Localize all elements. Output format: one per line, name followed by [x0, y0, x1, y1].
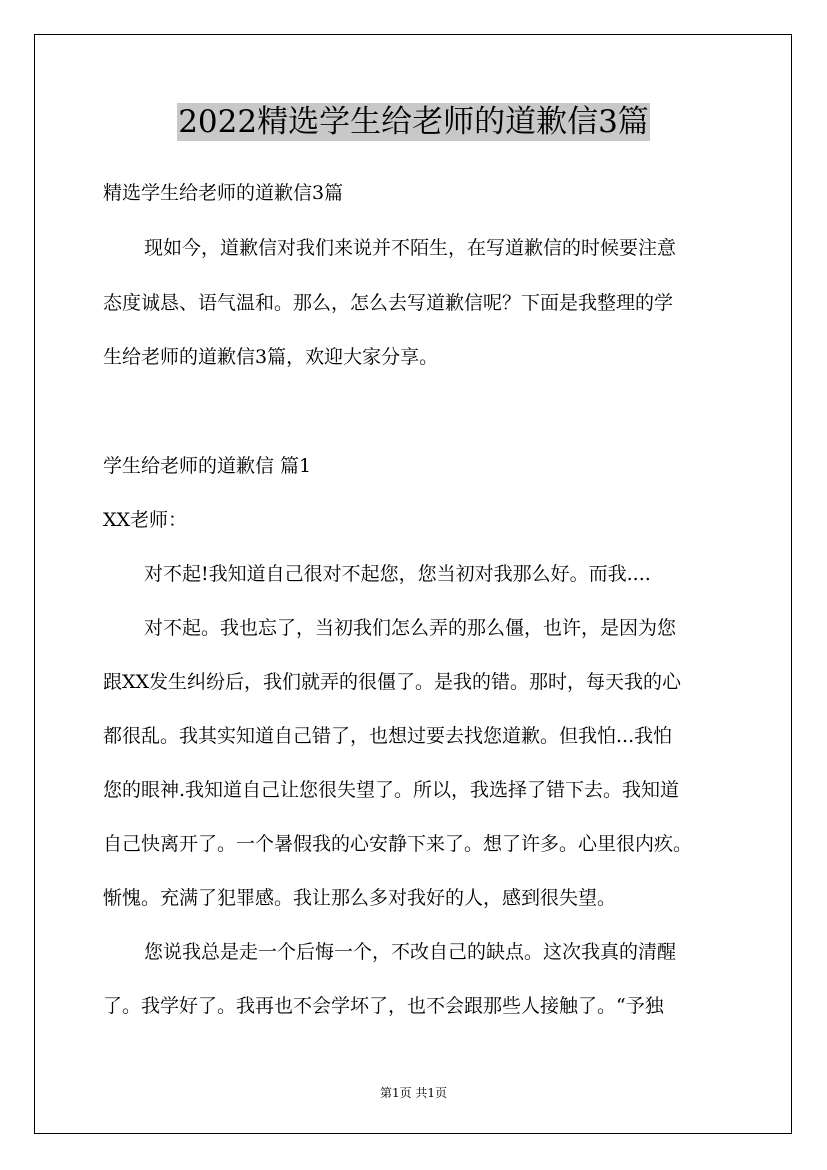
title-container	[0, 103, 827, 141]
body-line: 您说我总是走一个后悔一个，不改自己的缺点。这次我真的清醒	[144, 941, 677, 963]
intro-line: 现如今，道歉信对我们来说并不陌生，在写道歉信的时候要注意	[144, 237, 677, 259]
body-line: 了。我学好了。我再也不会学坏了，也不会跟那些人接触了。“予独	[103, 995, 664, 1017]
body-line: 都很乱。我其实知道自己错了，也想过要去找您道歉。但我怕...我怕	[103, 725, 673, 747]
page-footer: 第1页 共1页	[379, 1086, 448, 1100]
intro-line: 生给老师的道歉信3篇，欢迎大家分享。	[103, 346, 439, 368]
salutation: XX老师：	[103, 509, 188, 531]
intro-line: 态度诚恳、语气温和。那么，怎么去写道歉信呢？下面是我整理的学	[103, 292, 674, 314]
document-subtitle: 精选学生给老师的道歉信3篇	[103, 182, 344, 204]
document-title: 2022精选学生给老师的道歉信3篇	[178, 104, 649, 140]
body-line: 对不起。我也忘了，当初我们怎么弄的那么僵，也许，是因为您	[144, 617, 677, 639]
body-line: 自己快离开了。一个暑假我的心安静下来了。想了许多。心里很内疚。	[103, 833, 693, 855]
body-line: 惭愧。充满了犯罪感。我让那么多对我好的人，感到很失望。	[103, 887, 617, 909]
section-heading: 学生给老师的道歉信 篇1	[103, 455, 312, 477]
body-line: 跟XX发生纠纷后，我们就弄的很僵了。是我的错。那时，每天我的心	[103, 671, 682, 693]
body-line: 对不起!我知道自己很对不起您，您当初对我那么好。而我....	[144, 563, 651, 585]
body-line: 您的眼神.我知道自己让您很失望了。所以，我选择了错下去。我知道	[103, 779, 680, 801]
